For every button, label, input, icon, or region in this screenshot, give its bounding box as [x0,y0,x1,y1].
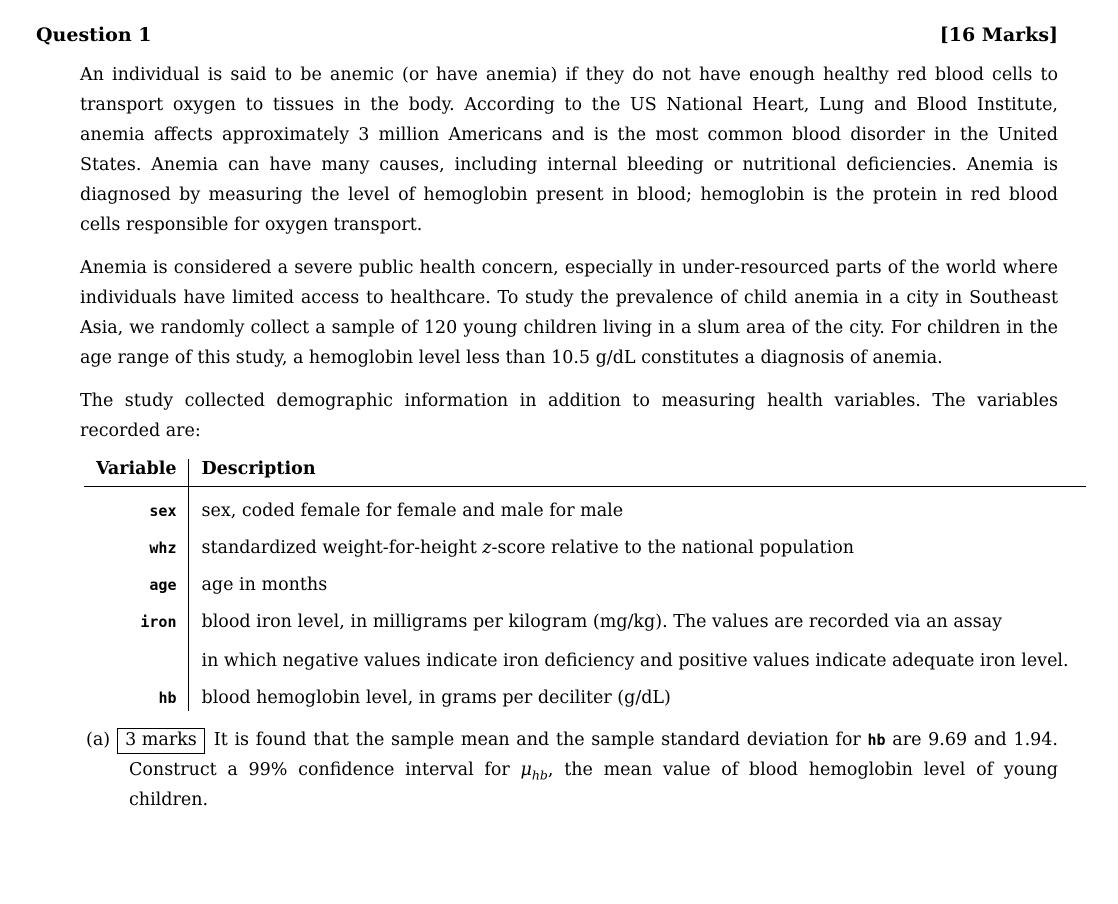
paragraph-anemia-intro: An individual is said to be anemic (or have anemia) if they do not have enough healthy red blood cells to transport oxygen to tissues in the body. According to the US National Heart, Lung and Blood Institute, anemia affects approximately 3 million Americans and is the most common blood disorder in the United States. Anemia can have many causes, including internal bleeding or nutritional deficiencies. Anemia is diagnosed by measuring the level of hemoglobin present in blood; hemoglobin is the protein in red blood cells responsible for oxygen transport. [80,65,1058,235]
part-a-label: (a) [86,730,111,750]
variable-name-age: age [149,576,177,594]
table-row-whz [84,524,1086,561]
part-a-text-2: are 9.69 and 1.94. Construct a 99% confidence interval for [129,730,1058,780]
variable-name-iron: iron [140,613,177,631]
part-a-text-3: , the mean value of blood hemoglobin level of young children. [129,760,1058,810]
question-title: Question 1 [36,24,152,46]
table-row-hb [84,674,1086,711]
paragraph-study-description: Anemia is considered a severe public health concern, especially in under-resourced parts of the world where individuals have limited access to healthcare. To study the prevalence of child anemia in a city in Southeast Asia, we randomly collect a sample of 120 young children living in a slum area of the city. For children in the age range of this study, a hemoglobin level less than 10.5 g/dL constitutes a diagnosis of anemia. [80,258,1058,368]
variable-cell [84,598,188,674]
description-column-header: Description [188,459,1086,487]
description-cell: sex, coded female for female and male for male [201,501,624,521]
whz-desc-pre: standardized weight-for-height [201,538,483,558]
variable-cell [84,487,188,525]
whz-desc-post: -score relative to the national population [491,538,854,558]
question-marks-total: [16 Marks] [939,24,1058,46]
table-row-sex [84,487,1086,525]
exam-page [36,24,1069,815]
mu-symbol: μ [520,760,532,780]
table-row-iron [84,598,1086,674]
description-cell: age in months [201,575,328,595]
z-score-italic: z [482,538,492,558]
question-part-a [86,725,1058,815]
variables-table [84,459,1086,711]
question-header [36,24,1058,46]
description-cell [188,598,1086,674]
variable-cell [84,674,188,711]
variable-cell [84,524,188,561]
variable-column-header: Variable [84,459,188,487]
hb-variable-inline: hb [867,731,886,749]
iron-desc-line1: blood iron level, in milligrams per kilogram (mg/kg). The values are recorded via an assay [201,612,1003,632]
description-cell [188,524,1086,561]
question-body [80,60,1069,815]
variable-name-sex: sex [149,502,177,520]
paragraph-variables-intro: The study collected demographic information in addition to measuring health variables. The variables recorded are: [80,391,1058,441]
mu-subscript: hb [531,767,548,783]
variable-name-whz: whz [149,539,177,557]
variables-table-header-row [84,459,1086,487]
part-a-marks-badge: 3 marks [117,728,205,754]
variable-cell [84,561,188,598]
variable-name-hb: hb [158,689,177,707]
description-cell: blood hemoglobin level, in grams per deciliter (g/dL) [201,688,671,708]
part-a-text-1: It is found that the sample mean and the sample standard deviation for [213,730,868,750]
iron-desc-line2: in which negative values indicate iron deficiency and positive values indicate adequate iron level. [201,651,1069,671]
table-row-age [84,561,1086,598]
